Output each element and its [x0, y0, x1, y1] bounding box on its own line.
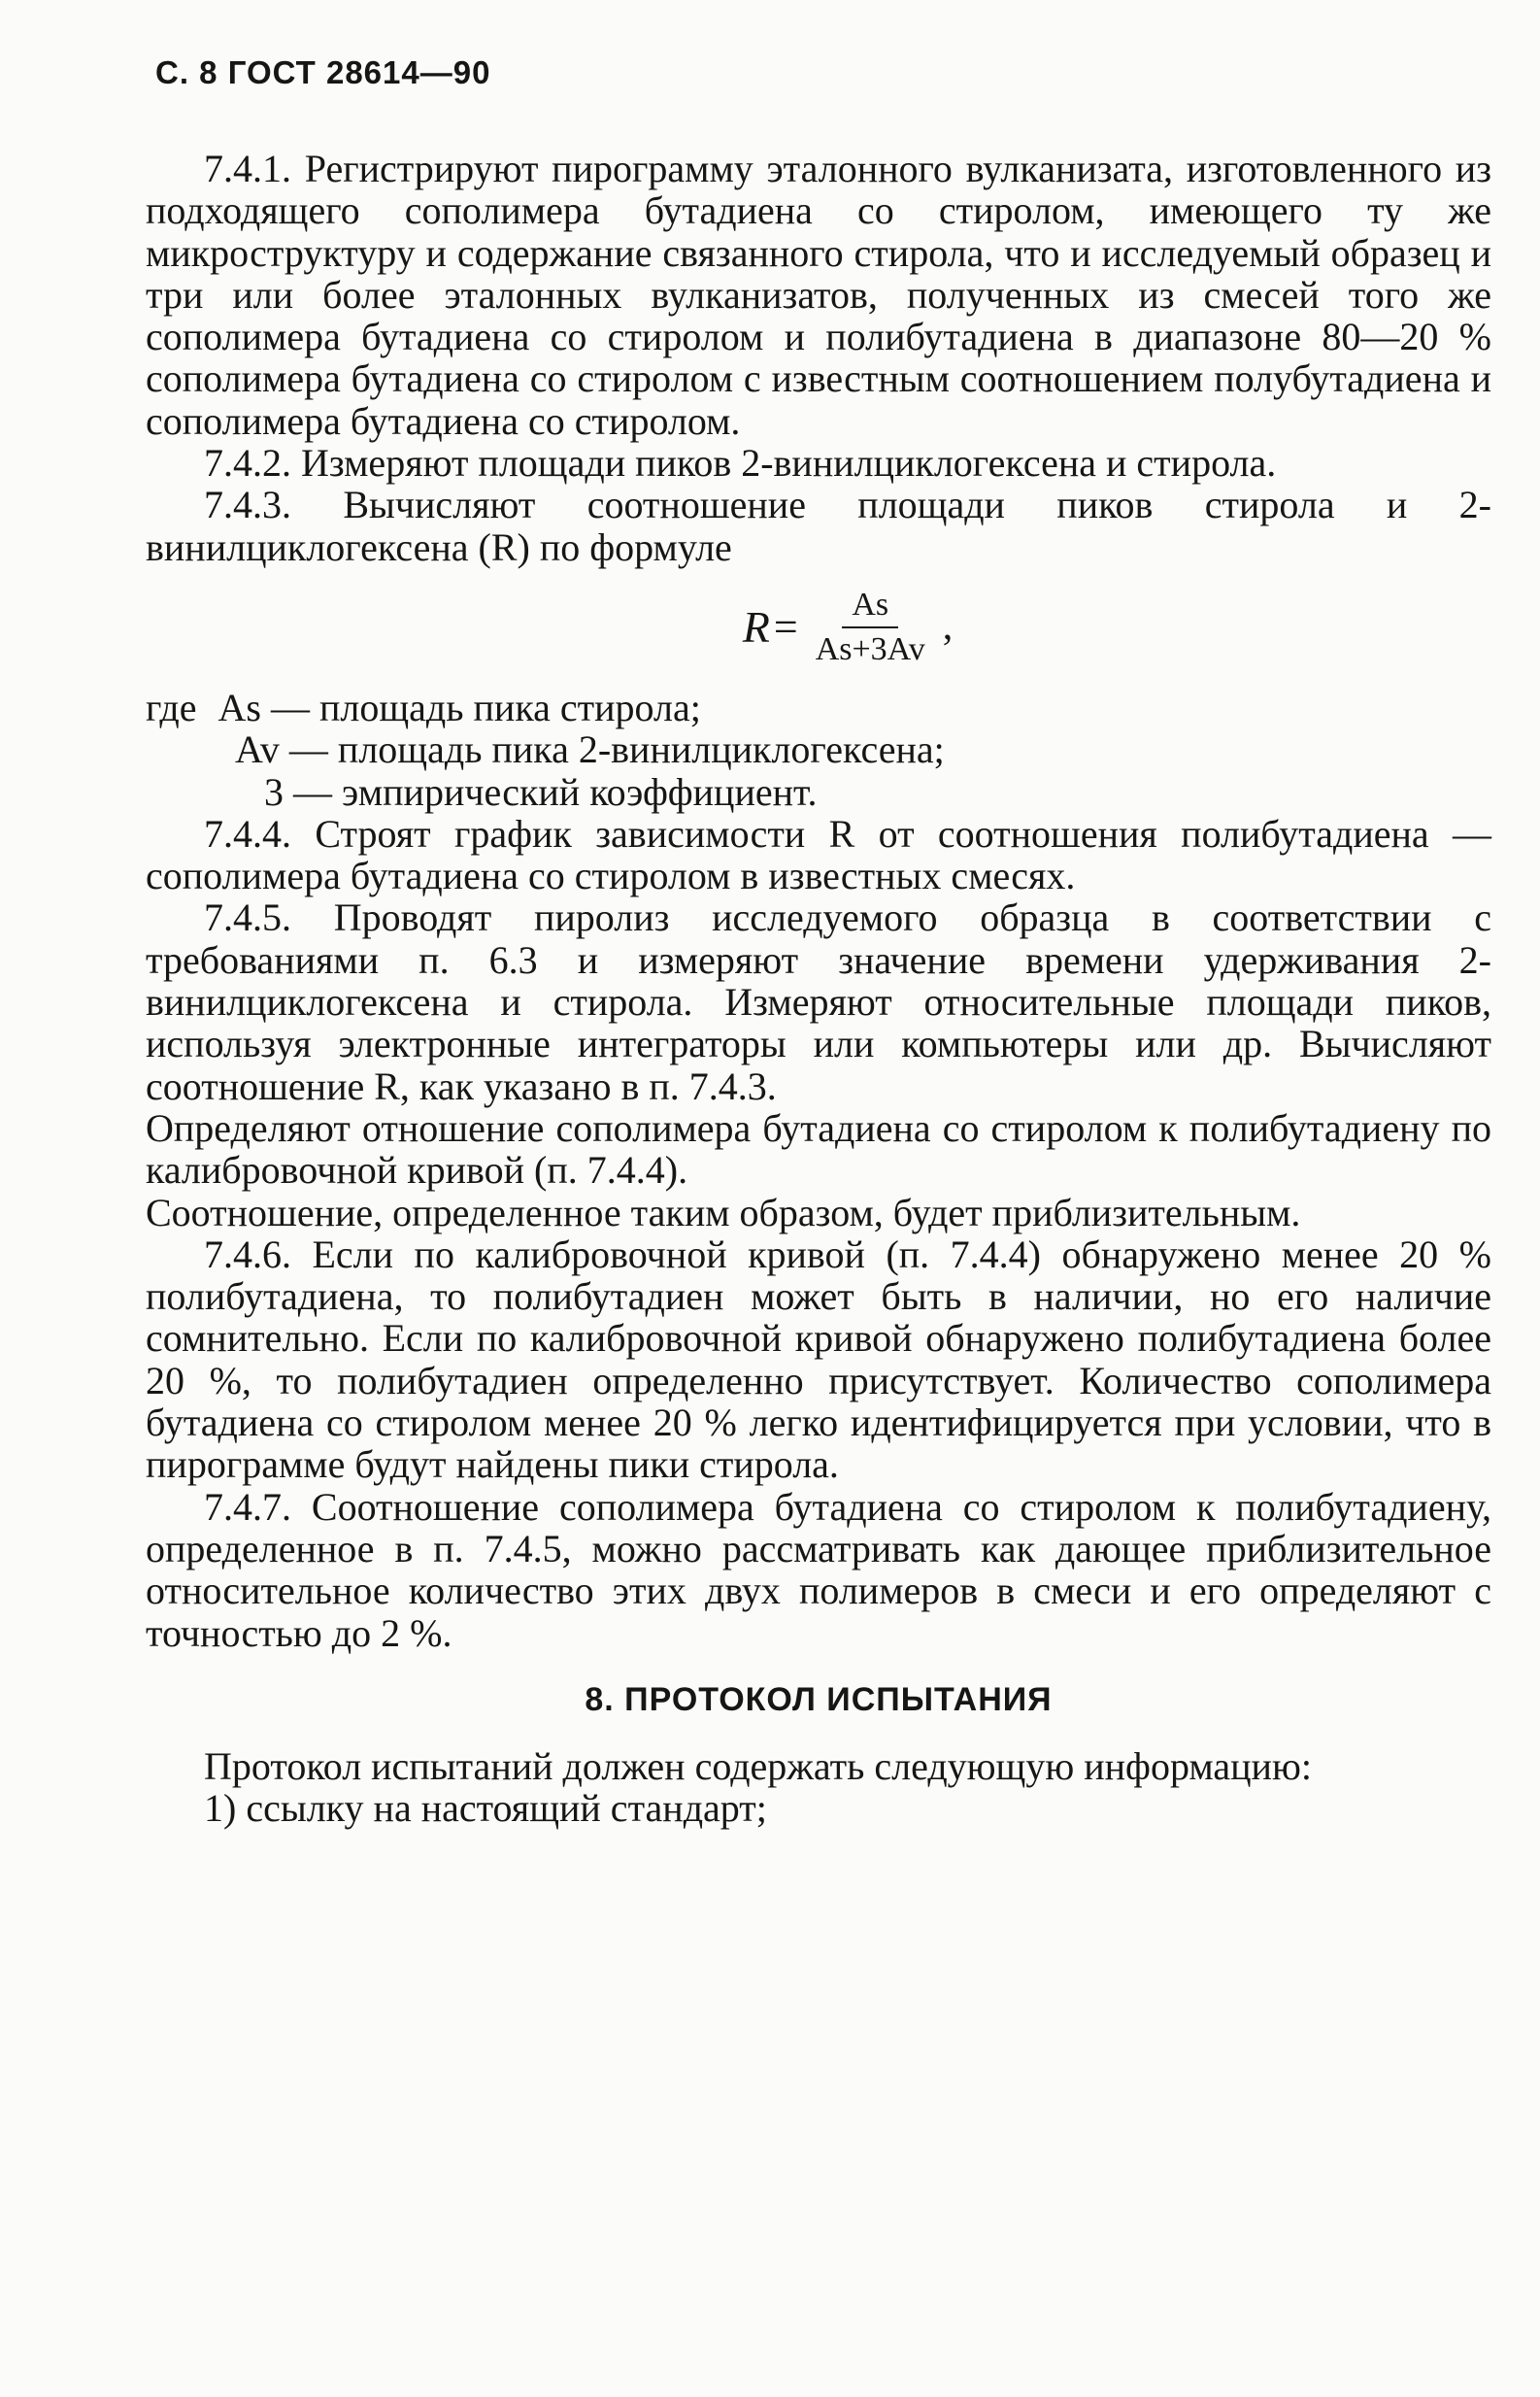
ratio-formula — [146, 568, 1491, 687]
definition-text: — эмпирический коэффициент. — [293, 769, 818, 814]
body-text — [146, 148, 1491, 1829]
formula-fraction — [806, 588, 935, 667]
formula-equals: = — [773, 603, 798, 652]
definition-symbol: Av — [235, 727, 280, 772]
definition-symbol: As — [218, 685, 261, 729]
paragraph-7-4-5: 7.4.5. Проводят пиролиз исследуемого образца в соответствии с требованиями п. 6.3 и измеряют значение времени удерживания 2-винилциклогексена и стирола. Измеряют относительные площади пиков, используя электронные интеграторы или компьютеры или др. Вычисляют соотношение R, как указано в п. 7.4.3. — [146, 895, 1491, 1108]
paragraph-7-4-3: 7.4.3. Вычисляют соотношение площади пиков стирола и 2-винилциклогексена (R) по формуле — [146, 483, 1491, 569]
formula-definitions — [146, 687, 1491, 813]
definition-prefix: где — [146, 685, 197, 729]
formula-denominator: As+3Av — [815, 630, 925, 667]
formula-comma: , — [942, 604, 954, 650]
paragraph-determine-ratio: Определяют отношение сополимера бутадиена со стиролом к полибутадиену по калибровочной кривой (п. 7.4.4). — [146, 1105, 1491, 1193]
list-item: 1) ссылку на настоящий стандарт; — [204, 1786, 767, 1831]
definition-3 — [146, 771, 1491, 813]
section-intro: Протокол испытаний должен содержать следующую информацию: — [204, 1743, 1312, 1788]
section-title: 8. ПРОТОКОЛ ИСПЫТАНИЯ — [585, 1680, 1053, 1718]
definition-symbol: 3 — [264, 769, 284, 814]
definition-as — [146, 687, 1491, 728]
definition-av — [146, 728, 1491, 770]
definition-text: — площадь пика 2-винилциклогексена; — [288, 727, 945, 772]
running-head: С. 8 ГОСТ 28614—90 — [155, 54, 491, 90]
formula-lhs: R — [742, 602, 770, 653]
paragraph-7-4-7: 7.4.7. Соотношение сополимера бутадиена со стиролом к полибутадиену, определенное в п. 7.4.5, можно рассматривать как дающее приблизительное относительное количество этих двух полимеров в смеси и его определяют с точностью до 2 %. — [146, 1484, 1491, 1655]
paragraph-7-4-2: 7.4.2. Измеряют площади пиков 2-винилциклогексена и стирола. — [204, 441, 1277, 486]
paragraph-7-4-1: 7.4.1. Регистрируют пирограмму эталонного вулканизата, изготовленного из подходящего сополимера бутадиена со стиролом, имеющего ту же микроструктуру и содержание связанного стирола, что и исследуемый образец и три или более эталонных вулканизатов, полученных из смесей того же сополимера бутадиена со стиролом и полибутадиена в диапазоне 80—20 % сополимера бутадиена со стиролом с известным соотношением полубутадиена и сополимера бутадиена со стиролом. — [146, 147, 1491, 443]
paragraph-approximate: Соотношение, определенное таким образом, будет приблизительным. — [146, 1190, 1301, 1234]
definition-text: — площадь пика стирола; — [270, 685, 701, 729]
formula-numerator: As — [842, 588, 898, 628]
paragraph-7-4-4: 7.4.4. Строят график зависимости R от соотношения полибутадиена — сополимера бутадиена со стиролом в известных смесях. — [146, 811, 1491, 898]
paragraph-7-4-6: 7.4.6. Если по калибровочной кривой (п. 7.4.4) обнаружено менее 20 % полибутадиена, то полибутадиен может быть в наличии, но его наличие сомнительно. Если по калибровочной кривой обнаружено полибутадиена более 20 %, то полибутадиен определенно присутствует. Количество сополимера бутадиена со стиролом менее 20 % легко идентифицируется при условии, что в пирограмме будут найдены пики стирола. — [146, 1232, 1491, 1487]
